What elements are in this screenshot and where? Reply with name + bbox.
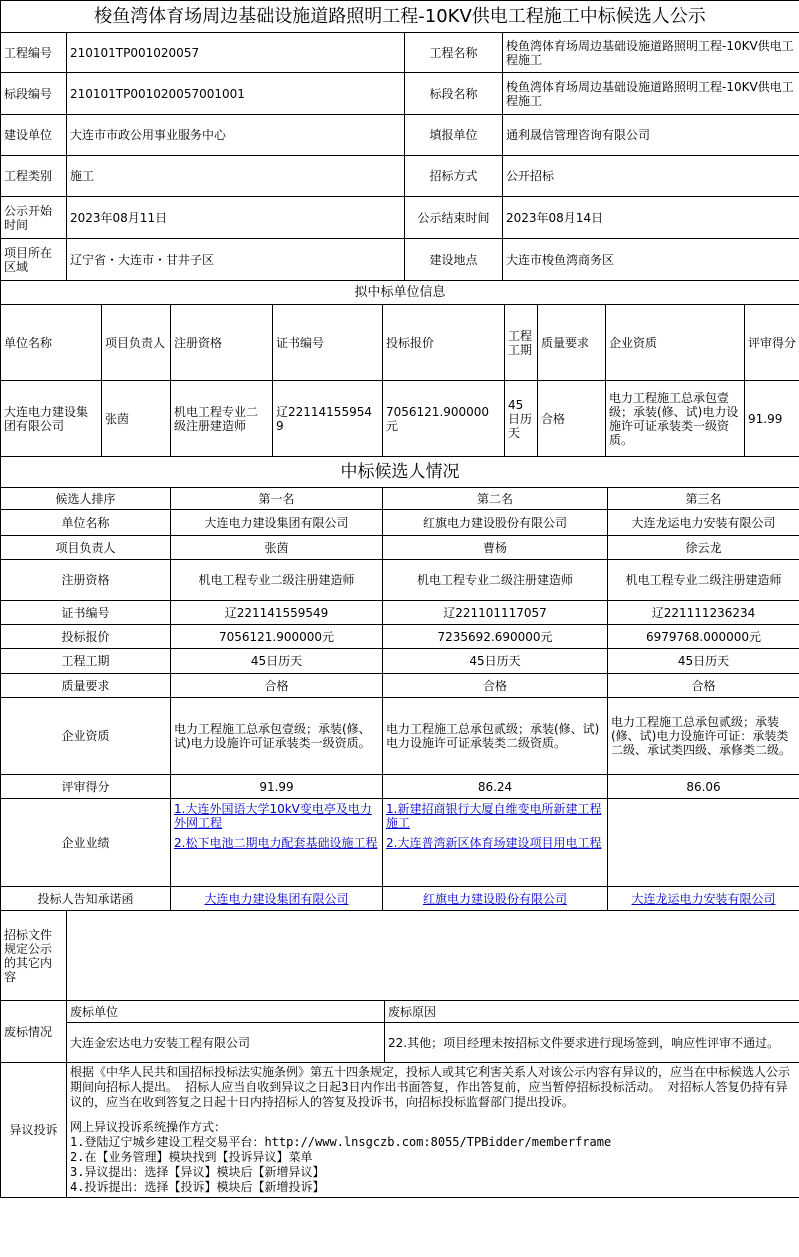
- rank-label: 候选人排序: [1, 488, 171, 510]
- candidate-score: 86.06: [608, 775, 799, 799]
- region-label: 项目所在区域: [1, 239, 67, 281]
- quality-label: 质量要求: [1, 674, 171, 698]
- cert-label: 证书编号: [1, 601, 171, 625]
- notes-table: [0, 910, 799, 1198]
- winner-header: 投标报价: [383, 305, 505, 381]
- winner-price: 7056121.900000元: [383, 381, 505, 457]
- winner-quality: 合格: [538, 381, 606, 457]
- candidate-unit: 大连电力建设集团有限公司: [171, 510, 383, 536]
- winner-qualification: 机电工程专业二级注册建造师: [171, 381, 273, 457]
- category-label: 工程类别: [1, 156, 67, 197]
- section-name: 梭鱼湾体育场周边基础设施道路照明工程-10KV供电工程施工: [503, 73, 799, 115]
- category: 施工: [67, 156, 405, 197]
- page-title: 梭鱼湾体育场周边基础设施道路照明工程-10KV供电工程施工中标候选人公示: [1, 1, 799, 33]
- performance-link[interactable]: 2.大连普湾新区体育场建设项目用电工程: [386, 836, 602, 850]
- candidate-qualification: 机电工程专业二级注册建造师: [383, 560, 608, 601]
- candidate-performance: [608, 799, 799, 887]
- guide-step: 1.登陆辽宁城乡建设工程交易平台：http://www.lnsgczb.com:8055/TPBidder/memberframe: [70, 1135, 612, 1149]
- candidate-price: 7056121.900000元: [171, 625, 383, 649]
- winner-header: 评审得分: [745, 305, 799, 381]
- other-content: [67, 911, 799, 1001]
- commitment-letter-link[interactable]: 大连龙运电力安装有限公司: [631, 891, 776, 906]
- rank-2: 第二名: [383, 488, 608, 510]
- section-no-label: 标段编号: [1, 73, 67, 115]
- winner-unit: 大连电力建设集团有限公司: [1, 381, 102, 457]
- candidate-quality: 合格: [608, 674, 799, 698]
- objection-label: 异议投诉: [1, 1063, 67, 1198]
- section-name-label: 标段名称: [405, 73, 503, 115]
- guide-step: 3.异议提出：选择【异议】模块后【新增异议】: [70, 1165, 325, 1179]
- candidate-letter-cell: [608, 887, 799, 911]
- section-no: 210101TP001020057001001: [67, 73, 405, 115]
- unit-label: 单位名称: [1, 510, 171, 536]
- winner-cert: 辽221141559549: [273, 381, 383, 457]
- candidate-quality: 合格: [383, 674, 608, 698]
- commitment-letter-link[interactable]: 大连电力建设集团有限公司: [204, 891, 349, 906]
- performance-link[interactable]: 1.新建招商银行大厦自维变电所新建工程施工: [386, 802, 602, 830]
- objection-content: [67, 1063, 799, 1198]
- candidate-score: 86.24: [383, 775, 608, 799]
- winner-header: 单位名称: [1, 305, 102, 381]
- end-date: 2023年08月14日: [503, 197, 799, 239]
- abandoned-reason: 22.其他；项目经理未按招标文件要求进行现场签到，响应性评审不通过。: [385, 1023, 799, 1063]
- guide-title: 网上异议投诉系统操作方式：: [70, 1120, 227, 1134]
- other-content-label: 招标文件规定公示的其它内容: [1, 911, 67, 1001]
- rank-3: 第三名: [608, 488, 799, 510]
- winner-header: 注册资格: [171, 305, 273, 381]
- candidate-period: 45日历天: [608, 649, 799, 674]
- method-label: 招标方式: [405, 156, 503, 197]
- candidate-letter-cell: [383, 887, 608, 911]
- performance-link[interactable]: 1.大连外国语大学10kV变电亭及电力外网工程: [174, 802, 372, 830]
- candidate-period: 45日历天: [383, 649, 608, 674]
- method: 公开招标: [503, 156, 799, 197]
- candidate-cert: 辽221141559549: [171, 601, 383, 625]
- commitment-letter-link[interactable]: 红旗电力建设股份有限公司: [422, 891, 567, 906]
- candidates-table: [0, 456, 799, 911]
- project-no: 210101TP001020057: [67, 33, 405, 73]
- filler: 通利晟信管理咨询有限公司: [503, 115, 799, 156]
- candidate-manager: 徐云龙: [608, 536, 799, 560]
- candidate-aptitude: 电力工程施工总承包贰级；承装(修、试)电力设施许可证：承装类二级、承试类四级、承修类二级。: [608, 698, 799, 775]
- score-label: 评审得分: [1, 775, 171, 799]
- abandoned-reason-header: 废标原因: [385, 1001, 799, 1023]
- winner-header: 证书编号: [273, 305, 383, 381]
- winner-section-title: 拟中标单位信息: [1, 281, 799, 305]
- project-info-table: [0, 0, 799, 281]
- candidate-score: 91.99: [171, 775, 383, 799]
- winner-table: [0, 280, 799, 457]
- abandoned-unit: 大连金宏达电力安装工程有限公司: [67, 1023, 385, 1063]
- candidate-performance: [383, 799, 608, 887]
- candidate-unit: 红旗电力建设股份有限公司: [383, 510, 608, 536]
- candidate-performance: [171, 799, 383, 887]
- candidates-section-title: 中标候选人情况: [1, 457, 799, 488]
- project-no-label: 工程编号: [1, 33, 67, 73]
- owner-label: 建设单位: [1, 115, 67, 156]
- performance-link[interactable]: 2.松下电池二期电力配套基础设施工程: [174, 836, 378, 850]
- aptitude-label: 企业资质: [1, 698, 171, 775]
- start-date: 2023年08月11日: [67, 197, 405, 239]
- winner-aptitude: 电力工程施工总承包壹级；承装(修、试)电力设施许可证承装类一级资质。: [606, 381, 745, 457]
- filler-label: 填报单位: [405, 115, 503, 156]
- abandoned-unit-header: 废标单位: [67, 1001, 385, 1023]
- abandoned-label: 废标情况: [1, 1001, 67, 1063]
- candidate-manager: 曹杨: [383, 536, 608, 560]
- winner-header: 工程工期: [505, 305, 538, 381]
- winner-header: 项目负责人: [102, 305, 171, 381]
- candidate-qualification: 机电工程专业二级注册建造师: [171, 560, 383, 601]
- end-label: 公示结束时间: [405, 197, 503, 239]
- candidate-aptitude: 电力工程施工总承包贰级；承装(修、试)电力设施许可证承装类二级资质。: [383, 698, 608, 775]
- candidate-price: 6979768.000000元: [608, 625, 799, 649]
- manager-label: 项目负责人: [1, 536, 171, 560]
- winner-period: 45日历天: [505, 381, 538, 457]
- site-label: 建设地点: [405, 239, 503, 281]
- performance-label: 企业业绩: [1, 799, 171, 887]
- candidate-cert: 辽221101117057: [383, 601, 608, 625]
- candidate-unit: 大连龙运电力安装有限公司: [608, 510, 799, 536]
- winner-header: 企业资质: [606, 305, 745, 381]
- guide-step: 4.投诉提出：选择【投诉】模块后【新增投诉】: [70, 1180, 325, 1194]
- start-label: 公示开始时间: [1, 197, 67, 239]
- winner-header: 质量要求: [538, 305, 606, 381]
- candidate-cert: 辽221111236234: [608, 601, 799, 625]
- candidate-period: 45日历天: [171, 649, 383, 674]
- price-label: 投标报价: [1, 625, 171, 649]
- candidate-letter-cell: [171, 887, 383, 911]
- candidate-aptitude: 电力工程施工总承包壹级；承装(修、试)电力设施许可证承装类一级资质。: [171, 698, 383, 775]
- region: 辽宁省・大连市・甘井子区: [67, 239, 405, 281]
- objection-paragraph: 根据《中华人民共和国招标投标法实施条例》第五十四条规定，投标人或其它利害关系人对该公示内容有异议的，应当在中标候选人公示期间向招标人提出。 招标人应当自收到异议之日起3日内作出书面答复，作出答复前，应当暂停招标投标活动。 对招标人答复仍持有异议的，应当在收到答复之日起十日内持招标人的答复及投诉书，向招标投标监督部门提出投诉。: [70, 1065, 791, 1109]
- winner-manager: 张茵: [102, 381, 171, 457]
- owner: 大连市市政公用事业服务中心: [67, 115, 405, 156]
- site: 大连市梭鱼湾商务区: [503, 239, 799, 281]
- period-label: 工程工期: [1, 649, 171, 674]
- rank-1: 第一名: [171, 488, 383, 510]
- candidate-manager: 张茵: [171, 536, 383, 560]
- project-name-label: 工程名称: [405, 33, 503, 73]
- qual-label: 注册资格: [1, 560, 171, 601]
- letter-label: 投标人告知承诺函: [1, 887, 171, 911]
- candidate-quality: 合格: [171, 674, 383, 698]
- guide-step: 2.在【业务管理】模块找到【投诉异议】菜单: [70, 1150, 313, 1164]
- candidate-qualification: 机电工程专业二级注册建造师: [608, 560, 799, 601]
- project-name: 梭鱼湾体育场周边基础设施道路照明工程-10KV供电工程施工: [503, 33, 799, 73]
- winner-score: 91.99: [745, 381, 799, 457]
- candidate-price: 7235692.690000元: [383, 625, 608, 649]
